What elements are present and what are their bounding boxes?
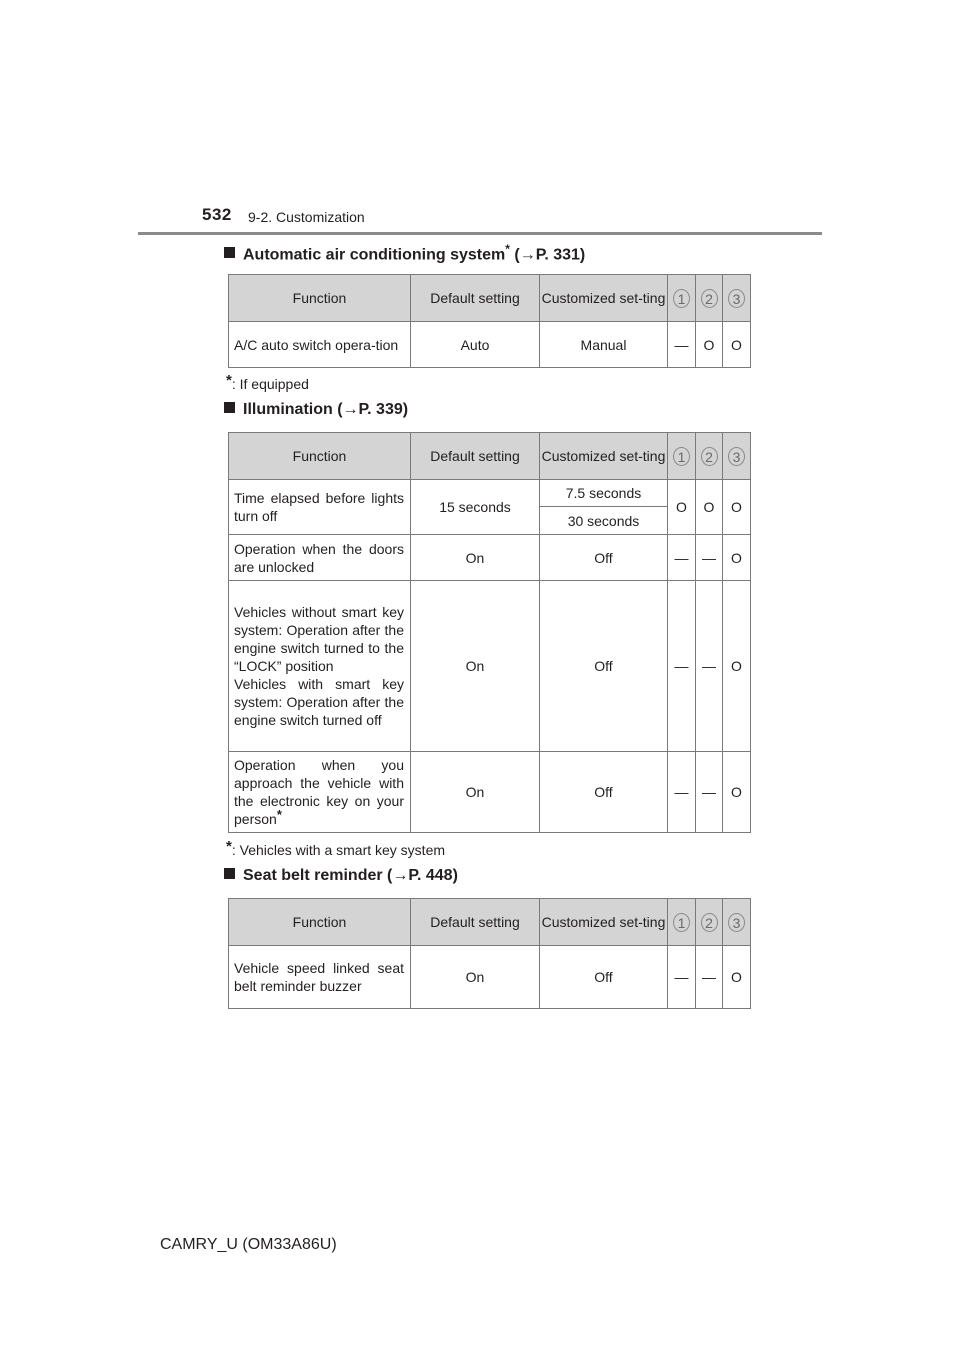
col-3 — [723, 433, 751, 480]
default-cell: 15 seconds — [411, 480, 540, 535]
mark-3: O — [723, 480, 751, 535]
footnote-smart-key — [226, 838, 446, 859]
customized-cell: Off — [540, 581, 668, 752]
col-default-setting: Default setting — [411, 275, 540, 322]
mark-3: O — [723, 581, 751, 752]
heading-text: Automatic air conditioning system — [243, 246, 506, 264]
default-cell: On — [411, 752, 540, 833]
table-header-row — [229, 433, 751, 480]
circled-number-2-icon: 2 — [701, 289, 718, 308]
function-text: Operation when you approach the vehicle with the electronic key on your person — [234, 756, 404, 827]
customized-cell: 30 seconds — [540, 507, 668, 535]
col-2 — [696, 433, 723, 480]
asterisk: * — [505, 242, 510, 256]
asterisk: * — [226, 372, 232, 389]
function-cell — [229, 581, 411, 752]
function-cell — [229, 752, 411, 833]
circled-number-3-icon: 3 — [728, 913, 745, 932]
default-cell: Auto — [411, 322, 540, 368]
mark-1: — — [668, 752, 696, 833]
table-row — [229, 581, 751, 752]
mark-3: O — [723, 535, 751, 581]
col-customized-setting: Customized set-ting — [540, 275, 668, 322]
heading-illumination — [224, 401, 408, 419]
col-function: Function — [229, 433, 411, 480]
mark-3: O — [723, 752, 751, 833]
function-line: Vehicles without smart key system: Operation after the engine switch turned to the “LOCK” position — [234, 604, 404, 674]
col-1 — [668, 899, 696, 946]
table-row — [229, 535, 751, 581]
square-bullet-icon — [224, 247, 235, 258]
customized-cell: Off — [540, 946, 668, 1009]
table-row — [229, 752, 751, 833]
function-cell: A/C auto switch opera-tion — [229, 322, 411, 368]
page-number: 532 — [202, 205, 232, 224]
col-function: Function — [229, 899, 411, 946]
mark-2: O — [696, 480, 723, 535]
mark-2: — — [696, 946, 723, 1009]
col-3 — [723, 899, 751, 946]
footnote-text: : Vehicles with a smart key system — [231, 842, 446, 858]
table-header-row — [229, 899, 751, 946]
table-header-row — [229, 275, 751, 322]
header-rule — [138, 232, 822, 235]
col-1 — [668, 275, 696, 322]
col-default-setting: Default setting — [411, 899, 540, 946]
col-3 — [723, 275, 751, 322]
function-cell: Operation when the doors are unlocked — [229, 535, 411, 581]
col-function: Function — [229, 275, 411, 322]
footnote-if-equipped — [226, 372, 309, 393]
customized-cell: Manual — [540, 322, 668, 368]
heading-text: Seat belt reminder (→P. 448) — [243, 867, 458, 884]
footnote-text: : If equipped — [231, 376, 309, 392]
function-cell: Vehicle speed linked seat belt reminder buzzer — [229, 946, 411, 1009]
mark-1: O — [668, 480, 696, 535]
mark-1: — — [668, 535, 696, 581]
circled-number-1-icon: 1 — [673, 447, 690, 466]
asterisk: * — [276, 806, 282, 822]
table-seat-belt-reminder — [228, 898, 751, 1009]
function-cell: Time elapsed before lights turn off — [229, 480, 411, 535]
mark-3: O — [723, 322, 751, 368]
circled-number-2-icon: 2 — [701, 913, 718, 932]
mark-2: — — [696, 535, 723, 581]
circled-number-3-icon: 3 — [728, 289, 745, 308]
square-bullet-icon — [224, 402, 235, 413]
heading-air-conditioning — [224, 242, 585, 264]
default-cell: On — [411, 946, 540, 1009]
mark-2: — — [696, 752, 723, 833]
table-row — [229, 322, 751, 368]
mark-2: O — [696, 322, 723, 368]
asterisk: * — [226, 838, 232, 855]
col-customized-setting: Customized set-ting — [540, 433, 668, 480]
circled-number-2-icon: 2 — [701, 447, 718, 466]
mark-1: — — [668, 946, 696, 1009]
col-default-setting: Default setting — [411, 433, 540, 480]
customized-cell: Off — [540, 752, 668, 833]
table-illumination — [228, 432, 751, 833]
heading-seat-belt-reminder — [224, 867, 458, 885]
table-row — [229, 480, 751, 507]
default-cell: On — [411, 581, 540, 752]
mark-3: O — [723, 946, 751, 1009]
col-2 — [696, 275, 723, 322]
page-ref: (→P. 331) — [509, 246, 586, 264]
circled-number-1-icon: 1 — [673, 289, 690, 308]
circled-number-3-icon: 3 — [728, 447, 745, 466]
mark-2: — — [696, 581, 723, 752]
footer-model: CAMRY_U (OM33A86U) — [160, 1236, 337, 1253]
table-row — [229, 946, 751, 1009]
customized-cell: Off — [540, 535, 668, 581]
section-title: 9-2. Customization — [248, 209, 365, 225]
col-2 — [696, 899, 723, 946]
circled-number-1-icon: 1 — [673, 913, 690, 932]
function-line: Vehicles with smart key system: Operation after the engine switch turned off — [234, 676, 404, 728]
square-bullet-icon — [224, 868, 235, 879]
customized-cell: 7.5 seconds — [540, 480, 668, 507]
mark-1: — — [668, 581, 696, 752]
table-air-conditioning — [228, 274, 751, 368]
default-cell: On — [411, 535, 540, 581]
col-customized-setting: Customized set-ting — [540, 899, 668, 946]
heading-text: Illumination (→P. 339) — [243, 401, 409, 418]
col-1 — [668, 433, 696, 480]
mark-1: — — [668, 322, 696, 368]
